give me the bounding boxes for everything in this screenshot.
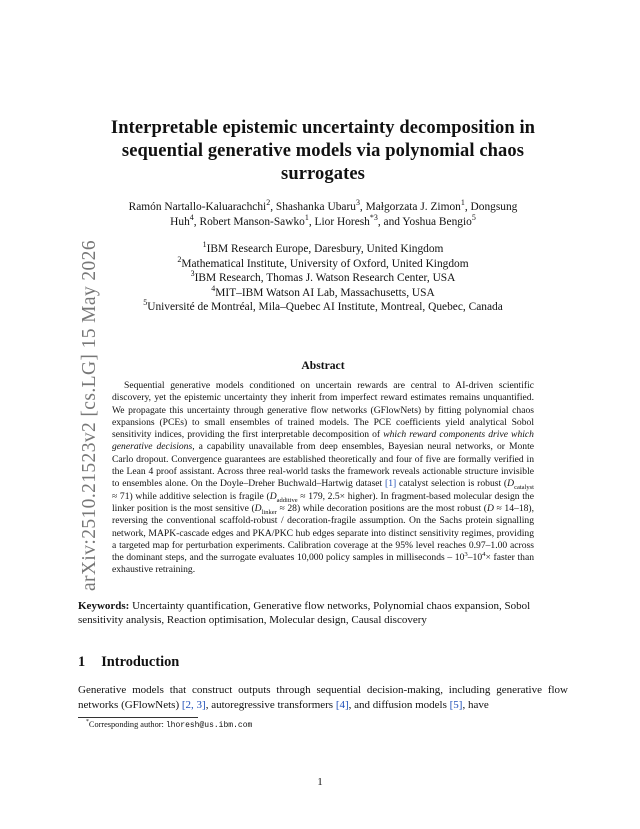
math-subscript: catalyst bbox=[514, 484, 534, 492]
affiliation-number: 3 bbox=[190, 269, 195, 279]
abstract-text: ≈ 14–18), reversing the conventional scaffold-robust / decoration-fragile assumption. On the Sachs protein signalling network, MAPK-cascade edges and PKA/PKC hub edges separate into distinct sensitivity regimes, providing a targeted map for perturbation experiments. Calibration coverage at the 95% level reaches 0.97–1.00 across the dominant steps, and the surrogate evaluates 10,000 policy samples in milliseconds – 10 bbox=[112, 502, 535, 564]
footnote bbox=[78, 720, 568, 730]
affiliation-mark: 3 bbox=[355, 198, 360, 208]
affiliation-number: 5 bbox=[143, 298, 148, 308]
affiliation-text: Université de Montréal, Mila–Quebec AI Institute, Montreal, Quebec, Canada bbox=[147, 301, 503, 314]
math-symbol: D bbox=[269, 490, 277, 502]
affiliation-text: MIT–IBM Watson AI Lab, Massachusetts, USA bbox=[215, 286, 435, 299]
affiliation-mark: *3 bbox=[369, 213, 378, 223]
math-symbol: D bbox=[254, 502, 262, 514]
abstract-text: Sequential generative models conditioned on uncertain rewards are central to AI-driven scientific discovery, yet the epistemic uncertainty they inherit from imperfect reward estimates remains unquantified. We propagate this uncertainty through generative flow networks (GFlowNets) by fitting polynomial chaos expansions (PCEs) to small ensembles of trained models. The PCE coefficients yield analytical Sobol sensitivity indices, providing the first interpretable decomposition of bbox=[112, 379, 534, 441]
author-name: , Shashanka Ubaru bbox=[270, 201, 356, 213]
abstract-text: ≈ 28) while decoration positions are the most robust ( bbox=[276, 502, 487, 514]
footnote-label: Corresponding author: bbox=[88, 720, 166, 730]
intro-paragraph bbox=[78, 683, 568, 712]
body-text: , and diffusion models bbox=[348, 698, 450, 711]
keywords-label: Keywords: bbox=[78, 599, 130, 612]
affiliation-number: 1 bbox=[202, 240, 207, 250]
citation-link[interactable]: [1] bbox=[385, 478, 397, 490]
affiliation-text: IBM Research Europe, Daresbury, United Kingdom bbox=[206, 243, 444, 255]
affiliation-item bbox=[78, 283, 568, 301]
abstract-text: catalyst selection is robust ( bbox=[396, 478, 508, 490]
affiliation-mark: 1 bbox=[460, 198, 465, 208]
affiliation-mark: 2 bbox=[266, 198, 271, 208]
affiliation-item bbox=[78, 300, 568, 315]
affiliation-list bbox=[78, 242, 568, 315]
author-list bbox=[78, 200, 568, 230]
math-symbol: D bbox=[486, 502, 494, 514]
abstract-text: –10 bbox=[467, 552, 483, 564]
affiliation-number: 4 bbox=[211, 283, 216, 293]
author-name: , Lior Horesh bbox=[308, 216, 370, 228]
body-text: , have bbox=[462, 698, 489, 711]
affiliation-item bbox=[78, 271, 568, 286]
abstract-emphasis: which reward components drive which generative decisions bbox=[112, 429, 534, 453]
abstract-text: , a capability unavailable from deep ensembles, Bayesian neural networks, or Monte Carlo dropout. Convergence guarantees are established theoretically and four of five are formally verified in the Lean 4 proof assistant. Across three real-world tasks the framework reveals actionable structure invisible to ensembles alone. On the Doyle–Dreher Buchwald–Hartwig dataset bbox=[112, 441, 534, 490]
page-number: 1 bbox=[317, 776, 323, 788]
author-name: , and Yoshua Bengio bbox=[377, 216, 472, 228]
paper-page bbox=[78, 0, 568, 730]
affiliation-item bbox=[78, 242, 568, 257]
citation-link[interactable]: [4] bbox=[335, 698, 349, 711]
citation-link[interactable]: [2, 3] bbox=[181, 698, 206, 711]
keywords-text: Uncertainty quantification, Generative flow networks, Polynomial chaos expansion, Sobol sensitivity analysis, Reaction optimisation, Molecular design, Causal discovery bbox=[78, 599, 531, 627]
affiliation-mark: 4 bbox=[189, 213, 194, 223]
affiliation-number: 2 bbox=[177, 254, 182, 264]
abstract-body bbox=[112, 380, 534, 577]
body-text: , autoregressive transformers bbox=[205, 698, 336, 711]
footnote-mark: * bbox=[86, 719, 89, 726]
affiliation-mark: 1 bbox=[304, 213, 309, 223]
affiliation-text: IBM Research, Thomas J. Watson Research Center, USA bbox=[194, 272, 456, 285]
abstract-text: × faster than exhaustive retraining. bbox=[112, 552, 535, 576]
section-title: Introduction bbox=[101, 653, 180, 670]
math-symbol: D bbox=[507, 478, 515, 490]
paper-title: Interpretable epistemic uncertainty decomposition in sequential generative models via polynomial chaos surrogates bbox=[110, 118, 536, 184]
citation-link[interactable]: [5] bbox=[449, 698, 463, 711]
section-number: 1 bbox=[78, 653, 86, 670]
affiliation-item bbox=[78, 254, 568, 272]
section-heading bbox=[78, 654, 568, 671]
author-name: , Dongsung bbox=[464, 201, 518, 213]
footnote-email[interactable]: lhoresh@us.ibm.com bbox=[165, 721, 253, 731]
abstract-text: ≈ 71) while additive selection is fragile ( bbox=[112, 490, 270, 502]
affiliation-mark: 5 bbox=[471, 213, 476, 223]
math-subscript: linker bbox=[261, 508, 277, 516]
author-name: , Robert Manson-Sawko bbox=[193, 216, 305, 228]
math-subscript: additive bbox=[276, 496, 298, 504]
affiliation-text: Mathematical Institute, University of Oxford, United Kingdom bbox=[181, 257, 469, 270]
author-name: Ramón Nartallo-Kaluarachchi bbox=[128, 201, 267, 213]
math-exponent: 4 bbox=[482, 550, 486, 558]
keywords bbox=[78, 599, 568, 628]
arxiv-identifier: arXiv:2510.21523v2 [cs.LG] 15 May 2026 bbox=[79, 240, 100, 591]
author-name: Huh bbox=[170, 216, 190, 228]
body-text: Generative models that construct outputs through sequential decision-making, including generative flow networks (GFlowNets) bbox=[78, 683, 568, 711]
footnote-rule bbox=[78, 717, 198, 718]
author-name: , Małgorzata J. Zimon bbox=[359, 201, 461, 213]
abstract-text: ≈ 179, 2.5× higher). In fragment-based molecular design the linker position is the most sensitive ( bbox=[112, 490, 534, 514]
math-exponent: 3 bbox=[464, 550, 468, 558]
abstract-heading: Abstract bbox=[301, 358, 345, 372]
